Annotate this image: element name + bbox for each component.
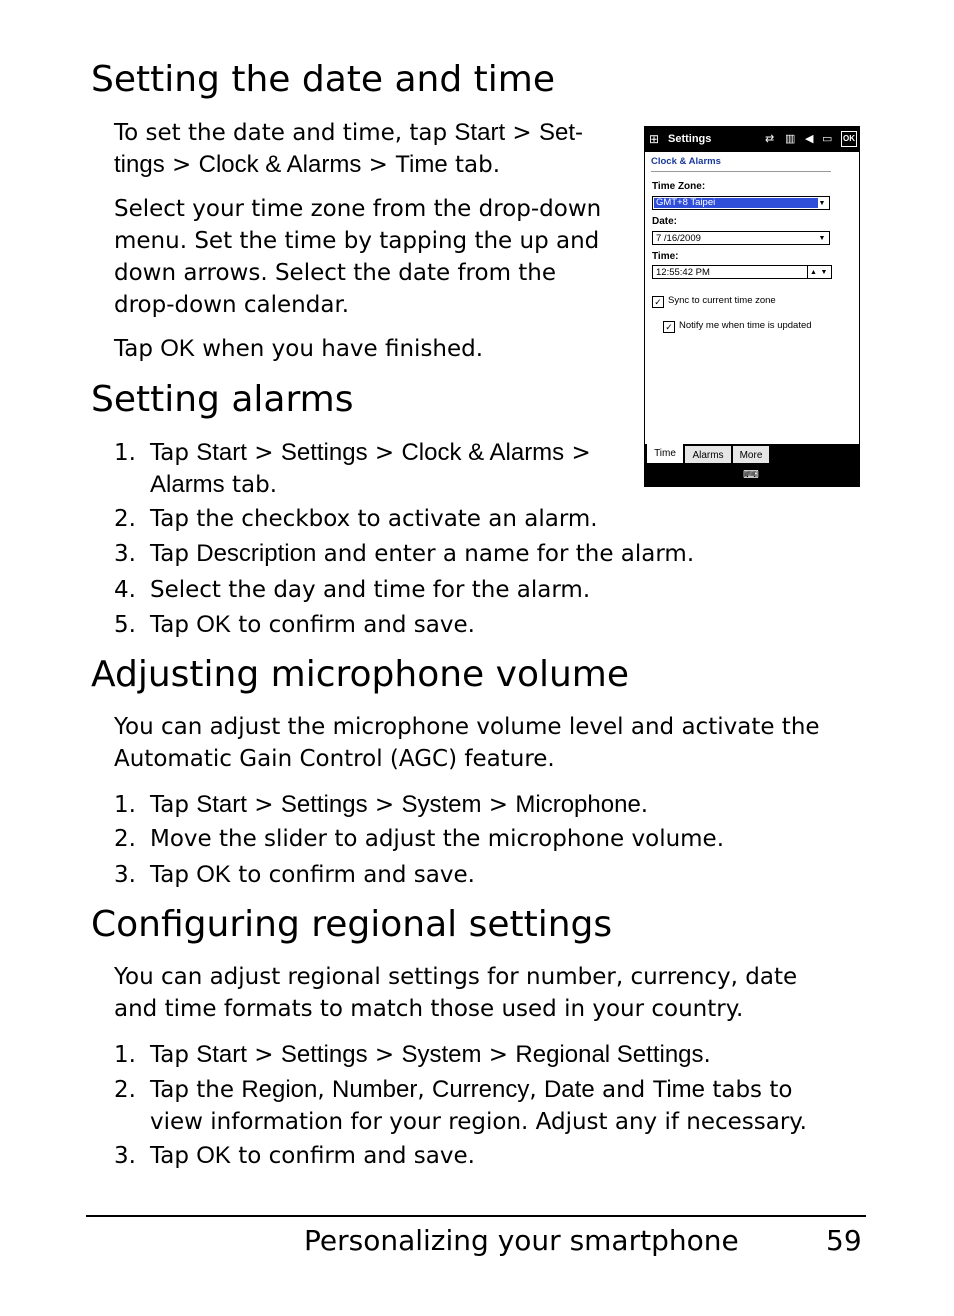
phone-menu-bar bbox=[645, 464, 859, 487]
regional-step-3: 3. Tap OK to confirm and save. bbox=[114, 1142, 475, 1169]
heading-regional: Configuring regional settings bbox=[91, 904, 613, 945]
phone-title-bar bbox=[645, 127, 859, 152]
phone-tab-strip bbox=[645, 444, 859, 464]
page-number: 59 bbox=[826, 1224, 862, 1257]
footer-title: Personalizing your smartphone bbox=[304, 1224, 739, 1257]
chevron-down-icon: ▼ bbox=[818, 235, 826, 242]
mic-intro: You can adjust the microphone volume level and activate the Automatic Gain Control (AGC) feature. bbox=[114, 714, 820, 772]
phone-tab-time: Time bbox=[647, 444, 683, 463]
regional-step-1: 1. Tap Start > Settings > System > Regional Settings. bbox=[114, 1041, 711, 1068]
volume-icon: ◀ bbox=[805, 133, 814, 145]
date-dropdown bbox=[652, 231, 830, 245]
connectivity-icon: ⇄ bbox=[765, 133, 775, 145]
alarm-step-3: 3. Tap Description and enter a name for the alarm. bbox=[114, 540, 695, 567]
alarm-step-1: 1. Tap Start > Settings > Clock & Alarms > Alarms tab. bbox=[114, 439, 591, 498]
phone-screenshot bbox=[644, 126, 860, 487]
mic-step-1: 1. Tap Start > Settings > System > Microphone. bbox=[114, 791, 649, 818]
alarm-step-5: 5. Tap OK to confirm and save. bbox=[114, 611, 475, 638]
date-label: Date: bbox=[652, 216, 678, 227]
checkmark-icon: ✓ bbox=[663, 321, 675, 333]
phone-tab-alarms: Alarms bbox=[685, 446, 731, 463]
checkmark-icon: ✓ bbox=[652, 296, 664, 308]
windows-start-icon: ⊞ bbox=[649, 132, 660, 146]
notify-checkbox-row bbox=[663, 320, 812, 333]
footer-divider bbox=[86, 1215, 866, 1217]
date-time-paragraph: Select your time zone from the drop-down menu. Set the time by tapping the up and down arrows. Select the date from the drop-down calendar. bbox=[114, 196, 602, 318]
regional-step-2: 2. Tap the Region, Number, Currency, Date and Time tabs to view information for your region. Adjust any if necessary. bbox=[114, 1076, 807, 1135]
date-time-instruction: To set the date and time, tap Start > Set- tings > Clock & Alarms > Time tab. bbox=[114, 119, 584, 178]
sync-checkbox-row bbox=[652, 295, 776, 308]
time-zone-dropdown bbox=[652, 196, 830, 210]
battery-icon: ▭ bbox=[822, 133, 833, 145]
notify-label: Notify me when time is updated bbox=[679, 320, 812, 331]
time-value: 12:55:42 PM bbox=[656, 267, 710, 278]
time-field bbox=[652, 265, 832, 279]
heading-mic: Adjusting microphone volume bbox=[91, 654, 630, 695]
phone-title: Settings bbox=[668, 133, 712, 145]
phone-subtitle: Clock & Alarms bbox=[651, 156, 721, 167]
time-zone-value: GMT+8 Taipei bbox=[656, 197, 716, 208]
signal-icon: ▥ bbox=[785, 133, 796, 145]
mic-step-2: 2. Move the slider to adjust the microphone volume. bbox=[114, 826, 725, 852]
date-time-finish: Tap OK when you have finished. bbox=[114, 335, 484, 362]
date-value: 7 /16/2009 bbox=[656, 233, 701, 244]
phone-tab-more: More bbox=[733, 446, 769, 463]
chevron-down-icon: ▼ bbox=[818, 200, 826, 207]
time-zone-label: Time Zone: bbox=[652, 181, 706, 192]
spin-down-icon: ▼ bbox=[820, 269, 828, 276]
alarm-step-2: 2. Tap the checkbox to activate an alarm. bbox=[114, 506, 598, 532]
sync-label: Sync to current time zone bbox=[668, 295, 776, 306]
phone-divider bbox=[651, 171, 831, 172]
heading-date-time: Setting the date and time bbox=[91, 59, 555, 100]
heading-alarms: Setting alarms bbox=[91, 379, 354, 420]
regional-intro: You can adjust regional settings for number, currency, date and time formats to match those used in your country. bbox=[114, 964, 798, 1022]
keyboard-icon: ⌨ bbox=[743, 469, 759, 481]
time-label: Time: bbox=[652, 251, 679, 262]
alarm-step-4: 4. Select the day and time for the alarm. bbox=[114, 577, 591, 603]
mic-step-3: 3. Tap OK to confirm and save. bbox=[114, 861, 475, 888]
phone-ok-button: OK bbox=[841, 131, 857, 147]
spin-up-icon: ▲ bbox=[807, 266, 819, 278]
